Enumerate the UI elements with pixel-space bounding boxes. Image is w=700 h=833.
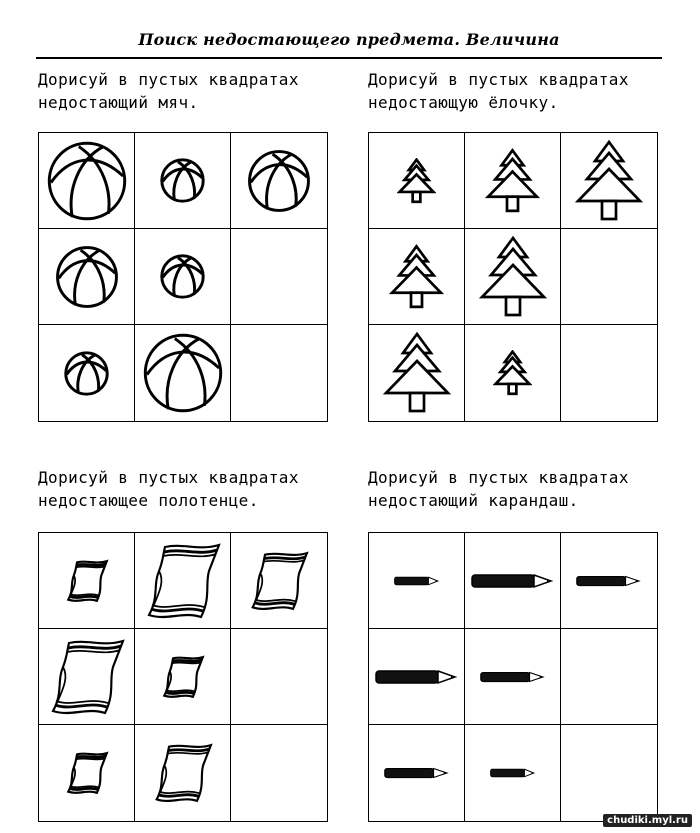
towel-icon <box>65 559 109 603</box>
grid-cell <box>39 725 135 821</box>
grid-cell <box>561 533 657 629</box>
pencil-icon <box>394 576 440 586</box>
trees-grid <box>368 132 658 422</box>
grid-cell <box>465 533 561 629</box>
grid-cell <box>369 629 465 725</box>
towel-icon <box>248 550 310 612</box>
tree-icon <box>478 235 548 319</box>
towel-icon <box>47 637 127 717</box>
empty-cell[interactable] <box>561 325 657 421</box>
page-title: Поиск недостающего предмета. Величина <box>138 30 560 49</box>
tree-icon <box>382 331 452 415</box>
grid-cell <box>135 629 231 725</box>
ball-icon <box>55 245 119 309</box>
pencil-icon <box>490 768 536 778</box>
empty-cell[interactable] <box>231 325 327 421</box>
instruction-line-2: недостающую ёлочку. <box>368 93 559 112</box>
ball-icon <box>142 332 224 414</box>
empty-cell[interactable] <box>231 629 327 725</box>
grid-cell <box>39 229 135 325</box>
empty-cell[interactable] <box>231 725 327 821</box>
grid-cell <box>369 133 465 229</box>
grid-cell <box>39 629 135 725</box>
towel-icon <box>161 655 205 699</box>
grid-cell <box>39 133 135 229</box>
grid-cell <box>231 133 327 229</box>
instruction-text <box>368 68 688 114</box>
instruction-line-2: недостающий карандаш. <box>368 491 579 510</box>
pencil-icon <box>471 573 555 589</box>
tree-icon <box>397 158 436 204</box>
pencil-icon <box>375 669 459 685</box>
empty-cell[interactable] <box>561 629 657 725</box>
balls-grid <box>38 132 328 422</box>
instruction-text <box>38 68 358 114</box>
empty-cell[interactable] <box>561 229 657 325</box>
empty-cell[interactable] <box>561 725 657 821</box>
grid-cell <box>369 325 465 421</box>
grid-cell <box>39 325 135 421</box>
instruction-line-1: Дорисуй в пустых квадратах <box>368 468 629 487</box>
site-watermark: chudiki.myl.ru <box>603 814 692 827</box>
grid-cell <box>465 629 561 725</box>
towel-icon <box>152 742 214 804</box>
grid-cell <box>135 229 231 325</box>
instruction-text <box>38 466 358 512</box>
pencil-icon <box>576 575 642 587</box>
pencil-icon <box>480 671 546 683</box>
empty-cell[interactable] <box>231 229 327 325</box>
grid-cell <box>369 533 465 629</box>
grid-cell <box>135 133 231 229</box>
instruction-line-1: Дорисуй в пустых квадратах <box>368 70 629 89</box>
instruction-line-1: Дорисуй в пустых квадратах <box>38 70 299 89</box>
grid-cell <box>369 229 465 325</box>
grid-cell <box>231 533 327 629</box>
instruction-line-1: Дорисуй в пустых квадратах <box>38 468 299 487</box>
tree-icon <box>493 350 532 396</box>
pencil-icon <box>384 767 450 779</box>
ball-icon <box>160 254 205 299</box>
towel-icon <box>143 541 223 621</box>
instruction-text <box>368 466 688 512</box>
ball-icon <box>64 351 109 396</box>
tree-icon <box>574 139 644 223</box>
instruction-line-2: недостающий мяч. <box>38 93 199 112</box>
grid-cell <box>465 133 561 229</box>
grid-cell <box>465 325 561 421</box>
grid-cell <box>465 725 561 821</box>
instruction-line-2: недостающее полотенце. <box>38 491 259 510</box>
towel-icon <box>65 751 109 795</box>
title-divider <box>36 57 662 59</box>
tree-icon <box>389 244 444 310</box>
pencils-grid <box>368 532 658 822</box>
grid-cell <box>465 229 561 325</box>
ball-icon <box>160 158 205 203</box>
grid-cell <box>135 725 231 821</box>
ball-icon <box>247 149 311 213</box>
towels-grid <box>38 532 328 822</box>
grid-cell <box>39 533 135 629</box>
grid-cell <box>369 725 465 821</box>
tree-icon <box>485 148 540 214</box>
grid-cell <box>561 133 657 229</box>
grid-cell <box>135 533 231 629</box>
grid-cell <box>135 325 231 421</box>
ball-icon <box>46 140 128 222</box>
